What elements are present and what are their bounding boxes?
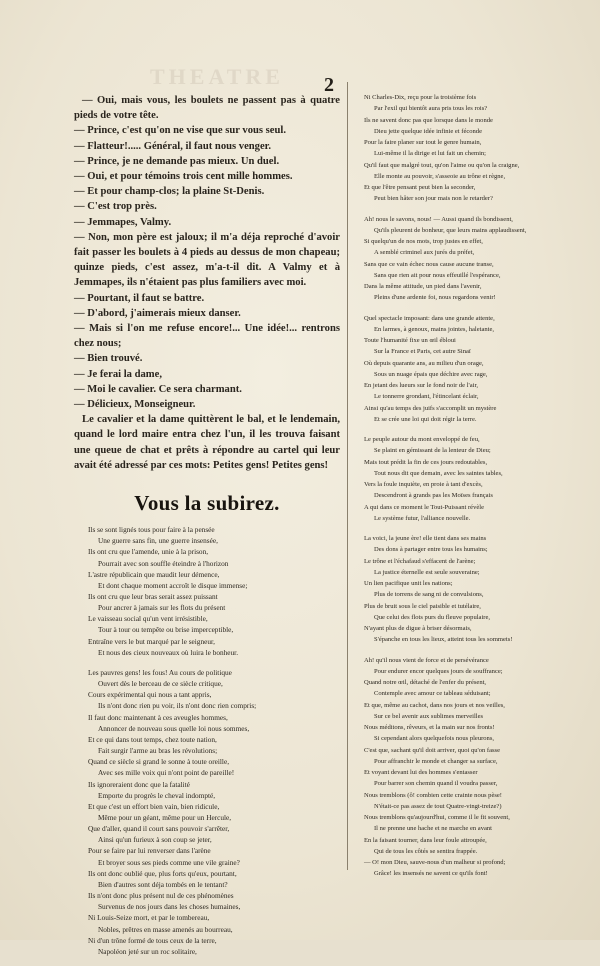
poem-line: Ouvert dès le berceau de ce siècle critique, [98, 679, 223, 689]
poem-stanza [364, 214, 594, 304]
dialogue-paragraph: — Non, mon père est jaloux; il m'a déja reproché d'avoir fait passer les boulets à 4 pieds au dessus de mon chapeau; quinze pieds, c'est assez, m'a-t-il dit. A Valmy et à Jemmapes, ils n'étaient pas plus familiers avec moi. [74, 231, 340, 289]
column-divider [347, 82, 348, 870]
poem-line: Mais tout prédit la fin de ces jours redoutables, [364, 458, 488, 466]
poem-line: Pour se faire par lui renverser dans l'arène [88, 846, 211, 856]
poem-line: Contemple avec amour ce tableau séduisant; [374, 690, 491, 698]
poem-line: Lui-même il la dirige et lui fait un chemin; [374, 150, 486, 158]
poem-line: N'ayant plus de digue à briser désormais, [364, 625, 472, 632]
poem-line: Et dont chaque moment accroît le disque immense; [98, 580, 248, 590]
poem-line: Et que c'est un effort bien vain, bien ridicule, [88, 801, 220, 811]
poem-line: Des dons à partager entre tous les humains; [374, 546, 488, 554]
poem-line: Il faut donc maintenant à ces aveugles hommes, [88, 712, 228, 722]
poem-line: Ils ont cru que leur bras serait assez puissant [88, 592, 218, 602]
poem-line: Même pour un géant, même pour un Hercule, [98, 812, 232, 822]
poem-line: Dans la même attitude, un pied dans l'avenir, [364, 283, 482, 290]
poem-line: Le vaisseau social qu'un vent irrésistible, [88, 614, 208, 624]
poem-line: Où depuis quarante ans, au milieu d'un orage, [364, 359, 484, 367]
dialogue-paragraph: — Je ferai la dame, [74, 368, 162, 380]
poem-line: Qui de tous les côtés se sentira frappée. [374, 847, 478, 855]
poem-line: Pour barrer son chemin quand il voudra passer, [374, 780, 498, 788]
poem-line: Ainsi qu'un furieux à son coup se jeter, [98, 835, 212, 845]
poem-line: Tour à tour ou tempête ou brise imperceptible, [98, 625, 234, 635]
dialogue-paragraph: — Prince, c'est qu'on ne vise que sur vous seul. [74, 125, 286, 137]
poem-line: Bien d'autres sont déja tombés en le tentant? [98, 879, 228, 889]
poem-line: Un lien pacifique unit les nations; [364, 580, 453, 587]
poem-line: Nous tremblons qu'aujourd'hui, comme il le fit souvent, [364, 814, 510, 821]
poem-line: Que d'aller, quand il court sans pouvoir s'arrêter, [88, 824, 230, 834]
poem-line: Nobles, prêtres en masse amenés au bourreau, [98, 924, 233, 934]
poem-line: Descendront à grands pas les Moïses français [374, 492, 493, 500]
poem-line: Ah! qu'il nous vient de force et de persévérance [364, 656, 489, 664]
poem-stanza [364, 533, 594, 646]
dialogue-paragraph: Le cavalier et la dame quittèrent le bal, et le lendemain, quand le lord maire entra chez l'un, il les trouva faisant une queue de chat et prêts à répondre au cartel qui leur avait été adressé par ces mots: Petites gens! Petites gens! [74, 414, 340, 471]
poem-line: Pourrait avec son souffle éteindre à l'horizon [98, 558, 229, 568]
poem-line: Toute l'humanité fixe un œil ébloui [364, 337, 456, 344]
poem-line: Vers la foule inquiète, en proie à tant d'excès, [364, 481, 483, 488]
dialogue-paragraph: — Et pour champ-clos; la plaine St-Denis. [74, 186, 265, 198]
poem-line: Pour affranchir le monde et changer sa surface, [374, 757, 498, 765]
poem-line: Quand notre œil, détaché de l'enfer du présent, [364, 679, 487, 686]
poem-line: Pleins d'une ardente foi, nous regardons venir! [374, 294, 496, 302]
poem-line: Sans que ce vain échec nous cause aucune transe, [364, 260, 494, 268]
poem-stanza [364, 92, 594, 205]
dialogue-paragraph: — Oui, et pour témoins trois cent mille hommes. [74, 171, 293, 183]
poem-line: A qui dans ce moment le Tout-Puissant révèle [364, 503, 484, 511]
poem-line: Et que l'être pensant peut bien la seconder, [364, 184, 476, 191]
poem-title: Vous la subirez. [134, 491, 280, 516]
poem-line: Et ce qui dans tout temps, chez toute nation, [88, 734, 217, 744]
poem-line: Ils n'ont donc rien pu voir, ils n'ont donc rien compris; [98, 701, 257, 711]
poem-line: En jetant des lueurs sur le fond noir de l'air, [364, 382, 479, 389]
dialogue-paragraph: — Flatteur!..... Général, il faut nous venger. [74, 140, 272, 152]
poem-line: Si cependant alors quelquefois nous pleurons, [374, 735, 495, 743]
poem-stanza [364, 313, 594, 426]
poem-line: Nous tremblons (ô! combien cette crainte nous pèse! [364, 791, 502, 799]
poem-line: Ils ne savent donc pas que lorsque dans le monde [364, 116, 493, 124]
poem-line: La voici, la jeune ère! elle tient dans ses mains [364, 535, 487, 542]
poem-line: Pour la faire planer sur tout le genre humain, [364, 139, 482, 146]
poem-line: Et se crée une loi qui doit régir la terre. [374, 415, 477, 423]
poem-line: Sur la France et Paris, cet autre Sinaï [374, 348, 471, 356]
poem-line: Ni Charles-Dix, reçu pour la troisième fois [364, 94, 477, 101]
page-number: 2 [324, 74, 334, 96]
poem-line: Plus de torrens de sang ni de convulsions, [374, 591, 484, 599]
poem-line: Tout nous dit que demain, avec les saintes tables, [374, 469, 503, 477]
poem-line: L'astre républicain que maudit leur démence, [88, 569, 220, 579]
dialogue-paragraph: — Pourtant, il faut se battre. [74, 292, 205, 304]
dialogue-section [74, 93, 340, 473]
bleed-through-print: THEATRE [150, 64, 284, 89]
poem-line: Annoncer de nouveau sous quelle loi nous sommes, [98, 723, 250, 733]
poem-left-column [74, 524, 340, 957]
poem-line: Et voyant devant lui des hommes s'entasser [364, 769, 478, 776]
poem-line: En larmes, à genoux, mains jointes, haletante, [374, 325, 494, 333]
poem-stanza [88, 524, 340, 658]
left-column [74, 93, 340, 966]
poem-line: S'épanche en tous les lieux, atteint tous les sommets! [374, 636, 513, 644]
poem-line: Fait surgir l'arme au bras les révolutions; [98, 746, 218, 756]
dialogue-paragraph: — Prince, je ne demande pas mieux. Un duel. [74, 155, 280, 167]
poem-line: Que celui des flots purs du fleuve populaire, [374, 613, 490, 621]
poem-line: Plus de bruit sous le ciel paisible et tutélaire, [364, 602, 481, 610]
dialogue-paragraph: — Moi le cavalier. Ce sera charmant. [74, 383, 242, 395]
poem-line: Le tonnerre grondant, l'étincelant éclair, [374, 393, 479, 401]
poem-line: Par l'exil qui bientôt aura pris tous les rois? [374, 105, 488, 113]
poem-line: Napoléon jeté sur un roc solitaire, [98, 946, 197, 956]
poem-line: Emporte du progrès le cheval indompté, [98, 790, 216, 800]
dialogue-paragraph: — Bien trouvé. [74, 353, 143, 365]
poem-line: — O! mon Dieu, sauve-nous d'un malheur si profond; [364, 859, 506, 866]
poem-line: Ils ont donc oublié que, plus forts qu'eux, pourtant, [88, 868, 237, 878]
poem-line: Grâce! les insensés ne savent ce qu'ils font! [374, 870, 488, 878]
poem-line: Cours expérimental qui nous a tant appris, [88, 690, 212, 700]
poem-line: Entraîne vers le but marqué par le seigneur, [88, 636, 215, 646]
poem-line: Et broyer sous ses pieds comme une vile graine? [98, 857, 240, 867]
poem-line: Ils ont cru que l'amende, unie à la prison, [88, 547, 209, 557]
poem-line: Dieu jette quelque idée infinie et féconde [374, 127, 482, 135]
poem-line: Nous méditons, rêveurs, et la main sur nos fronts! [364, 724, 495, 731]
poem-line: Le système futur, l'alliance nouvelle. [374, 514, 471, 522]
right-column [364, 92, 594, 889]
poem-line: Ils se sont lignés tous pour faire à la pensée [88, 525, 215, 535]
poem-line: Survenus de nos jours dans les choses humaines, [98, 902, 241, 912]
poem-stanza [88, 667, 340, 957]
poem-stanza [364, 434, 594, 524]
poem-line: Il ne prenne une hache et ne marche en avant [374, 825, 492, 833]
poem-line: Qu'il faut que malgré tout, qu'on l'aime ou qu'on la craigne, [364, 161, 520, 169]
dialogue-paragraph: — Mais si l'on me refuse encore!... Une idée!... rentrons chez nous; [74, 323, 340, 350]
poem-line: Ainsi qu'au temps des juifs s'accomplit un mystère [364, 404, 497, 412]
poem-line: Avec ses mille voix qui n'ont point de pareille! [98, 768, 235, 778]
dialogue-paragraph: — D'abord, j'aimerais mieux danser. [74, 307, 241, 319]
dialogue-paragraph: — Oui, mais vous, les boulets ne passent pas à quatre pieds de votre tête. [74, 95, 340, 122]
dialogue-paragraph: — C'est trop près. [74, 201, 157, 213]
poem-line: Ah! nous le savons, nous! — Aussi quand ils bondissent, [364, 215, 513, 223]
poem-line: C'est que, sachant qu'il doit arriver, quoi qu'on fasse [364, 746, 501, 754]
poem-line: Si quelqu'un de nos mots, trop justes en effet, [364, 238, 483, 245]
poem-line: Une guerre sans fin, une guerre insensée, [98, 536, 218, 546]
poem-line: En la faisant tourner, dans leur foule attroupée, [364, 836, 487, 844]
poem-line: Qu'ils pleurent de bonheur, que leurs mains applaudissent, [374, 226, 527, 234]
dialogue-paragraph: — Délicieux, Monseigneur. [74, 399, 196, 411]
dialogue-paragraph: — Jemmapes, Valmy. [74, 216, 172, 228]
poem-line: Ils ignoreraient donc que la fatalité [88, 779, 190, 789]
poem-line: Sous un nuage épais que déchire avec rage, [374, 370, 488, 378]
poem-line: Peut bien hâter son jour mais non le retarder? [374, 195, 493, 203]
poem-line: Et que, même au cachot, dans nos jours et nos veilles, [364, 701, 505, 709]
poem-line: N'était-ce pas assez de tout Quatre-vingt-treize?) [374, 802, 502, 810]
poem-line: Sur ce bel avenir aux sublimes merveilles [374, 712, 484, 720]
poem-line: Quel spectacle imposant: dans une grande attente, [364, 314, 495, 322]
poem-stanza [364, 655, 594, 880]
poem-line: Ils n'ont donc plus présent nul de ces phénomènes [88, 891, 234, 901]
poem-line: Quand ce siècle si grand le sonne à toute oreille, [88, 757, 230, 767]
poem-line: Ni d'un trône formé de tous ceux de la terre, [88, 935, 217, 945]
poem-line: Les pauvres gens! les fous! Au cours de politique [88, 667, 232, 677]
poem-line: Le trône et l'échafaud s'effacent de l'arène; [364, 557, 476, 565]
poem-line: Et nous des cieux nouveaux où luira le bonheur. [98, 647, 239, 657]
poem-line: Sans que rien ait pour nous effeuillé l'espérance, [374, 271, 501, 279]
poem-line: Pour endurer encor quelques jours de souffrance; [374, 667, 503, 675]
poem-line: Se plaint en gémissant de la lenteur de Dieu; [374, 447, 491, 455]
poem-line: Le peuple autour du mont enveloppé de feu, [364, 436, 480, 443]
poem-line: La justice éternelle est seule souveraine; [374, 568, 480, 576]
poem-line: Ni Louis-Seize mort, et par le tombereau, [88, 913, 210, 923]
poem-line: Pour ancrer à jamais sur les flots du présent [98, 603, 226, 613]
poem-line: A semblé criminel aux jurés du préfet, [374, 249, 475, 257]
poem-line: Elle monte au pouvoir, s'asseoie au trône et règne, [374, 172, 506, 180]
